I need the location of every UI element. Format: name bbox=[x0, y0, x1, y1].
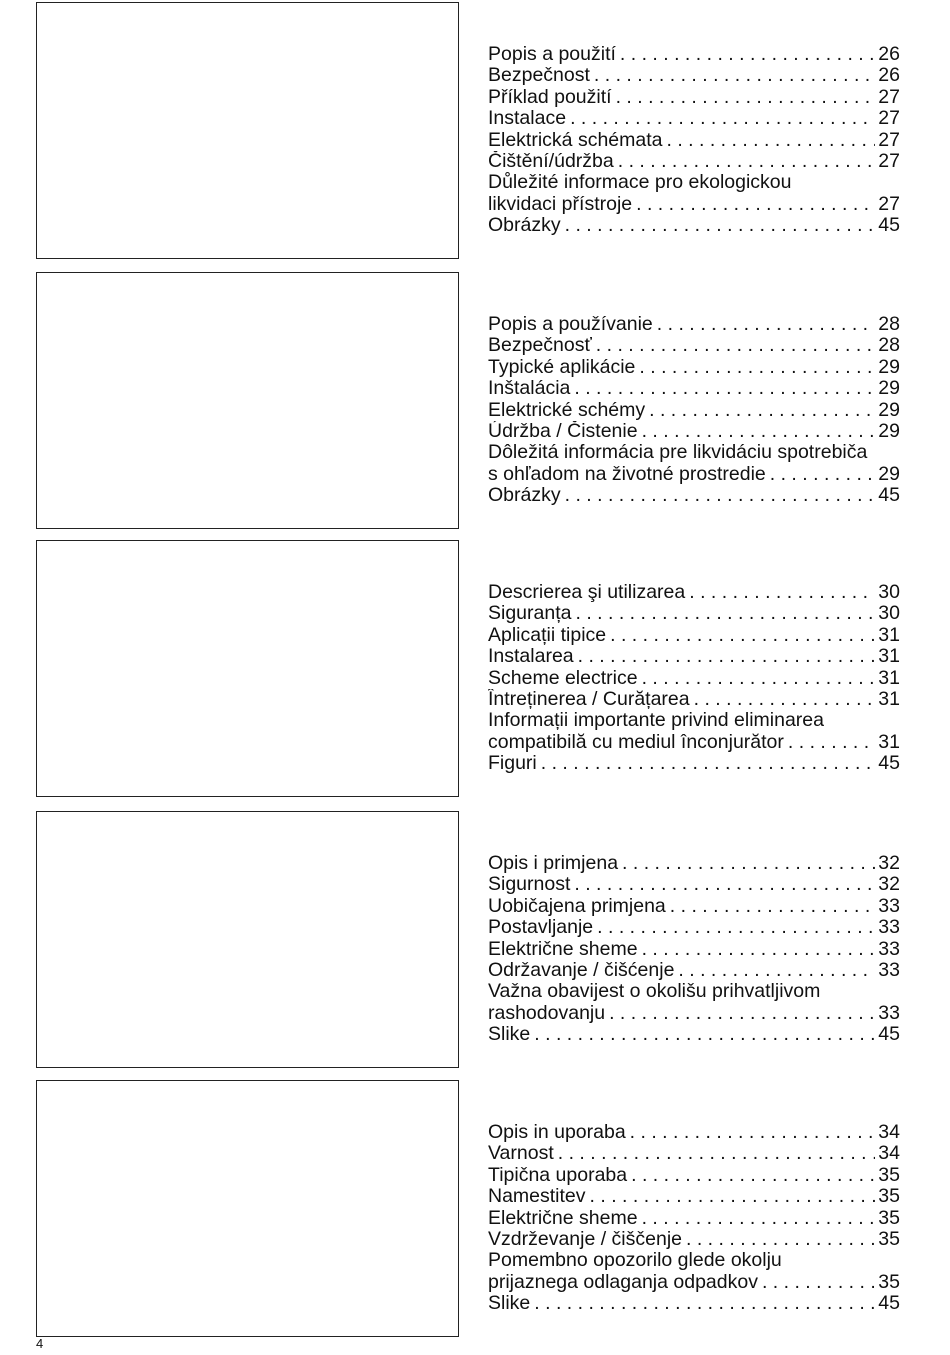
toc-entry bbox=[488, 917, 900, 938]
toc-entry-label: Typické aplikácie bbox=[488, 356, 636, 378]
toc-dot-leader bbox=[642, 1208, 876, 1229]
toc-entry-page: 28 bbox=[878, 314, 900, 335]
toc-entry bbox=[488, 1186, 900, 1207]
toc-entry-label: Vzdrževanje / čiščenje bbox=[488, 1228, 683, 1250]
toc-entry-page: 29 bbox=[878, 399, 900, 421]
toc-entry-label: Scheme electrice bbox=[488, 667, 638, 689]
toc-dot-leader bbox=[597, 917, 875, 938]
toc-entry-page: 28 bbox=[878, 335, 900, 357]
toc-entry bbox=[488, 44, 900, 65]
toc-entry-label: s ohľadom na životné prostredie bbox=[488, 463, 766, 485]
toc-entry bbox=[488, 130, 900, 151]
toc-entry-page: 35 bbox=[878, 1207, 900, 1229]
toc-entry-page: 34 bbox=[878, 1122, 900, 1143]
toc-entry-label: Aplicații tipice bbox=[488, 624, 607, 646]
toc-entry-label: Sigurnost bbox=[488, 874, 571, 896]
toc-dot-leader bbox=[541, 753, 876, 774]
blank-panel-4 bbox=[36, 811, 459, 1068]
toc-dot-leader bbox=[534, 1024, 875, 1045]
blank-panel-3 bbox=[36, 540, 459, 797]
toc-entry bbox=[488, 874, 900, 895]
toc-dot-leader bbox=[642, 668, 876, 689]
toc-dot-leader bbox=[636, 194, 875, 215]
toc-entry-label: Električne sheme bbox=[488, 1207, 638, 1229]
toc-dot-leader bbox=[649, 400, 875, 421]
toc-entry-label: Električne sheme bbox=[488, 938, 638, 960]
toc-entry bbox=[488, 1003, 900, 1024]
toc-dot-leader bbox=[590, 1186, 876, 1207]
toc-entry-page: 35 bbox=[878, 1271, 900, 1293]
toc-entry bbox=[488, 1229, 900, 1250]
toc-entry-page: 27 bbox=[878, 108, 900, 130]
toc-dot-leader bbox=[666, 130, 875, 151]
toc-entry bbox=[488, 400, 900, 421]
toc-entry bbox=[488, 108, 900, 129]
toc-dot-leader bbox=[770, 464, 876, 485]
toc-dot-leader bbox=[574, 378, 875, 399]
toc-entry bbox=[488, 939, 900, 960]
toc-dot-leader bbox=[630, 1122, 876, 1143]
toc-entry-label: prijaznega odlaganja odpadkov bbox=[488, 1271, 758, 1293]
toc-entry-page: 35 bbox=[878, 1228, 900, 1250]
toc-entry bbox=[488, 1122, 900, 1143]
toc-entry-label: Elektrická schémata bbox=[488, 129, 663, 151]
toc-section-1 bbox=[488, 44, 900, 237]
toc-entry-label: Descrierea şi utilizarea bbox=[488, 582, 686, 603]
toc-entry-label: likvidaci přístroje bbox=[488, 193, 633, 215]
toc-entry-label-line1: Důležité informace pro ekologickou bbox=[488, 171, 792, 194]
toc-dot-leader bbox=[642, 939, 876, 960]
toc-entry bbox=[488, 582, 900, 603]
toc-entry-page: 29 bbox=[878, 463, 900, 485]
toc-entry bbox=[488, 1143, 900, 1164]
toc-entry-label: Varnost bbox=[488, 1143, 554, 1165]
toc-entry-label: Bezpečnosť bbox=[488, 335, 592, 357]
toc-entry-label: Čištění/údržba bbox=[488, 150, 614, 172]
toc-entry-label: Údržba / Čistenie bbox=[488, 420, 638, 442]
toc-dot-leader bbox=[762, 1272, 875, 1293]
toc-entry-label-line1: Informații importante privind eliminarea bbox=[488, 709, 824, 732]
toc-entry bbox=[488, 1272, 900, 1293]
toc-entry-page: 31 bbox=[878, 624, 900, 646]
toc-dot-leader bbox=[565, 485, 876, 506]
toc-entry-page: 31 bbox=[878, 667, 900, 689]
toc-section-2 bbox=[488, 314, 900, 507]
toc-entry-page: 35 bbox=[878, 1186, 900, 1208]
toc-entry-label: compatibilă cu mediul înconjurător bbox=[488, 731, 784, 753]
toc-entry-label: Siguranța bbox=[488, 603, 572, 625]
toc-dot-leader bbox=[689, 582, 875, 603]
toc-entry-label: Příklad použití bbox=[488, 86, 612, 108]
toc-entry bbox=[488, 1165, 900, 1186]
toc-entry bbox=[488, 646, 900, 667]
toc-entry-label: Uobičajena primjena bbox=[488, 895, 666, 917]
toc-entry-page: 45 bbox=[878, 1293, 900, 1315]
toc-entry-page: 33 bbox=[878, 895, 900, 917]
toc-dot-leader bbox=[558, 1143, 876, 1164]
toc-entry-label: Tipična uporaba bbox=[488, 1164, 628, 1186]
toc-entry-label: Namestitev bbox=[488, 1186, 586, 1208]
toc-entry bbox=[488, 65, 900, 86]
toc-section-5 bbox=[488, 1122, 900, 1315]
toc-entry-page: 31 bbox=[878, 688, 900, 710]
toc-entry-page: 30 bbox=[878, 582, 900, 603]
toc-dot-leader bbox=[574, 874, 875, 895]
toc-entry-page: 26 bbox=[878, 44, 900, 65]
toc-entry bbox=[488, 215, 900, 236]
toc-entry-page: 26 bbox=[878, 65, 900, 87]
toc-entry-label: Obrázky bbox=[488, 215, 561, 237]
toc-entry-label: Slike bbox=[488, 1024, 531, 1046]
toc-entry-page: 27 bbox=[878, 86, 900, 108]
toc-entry-page: 29 bbox=[878, 420, 900, 442]
toc-dot-leader bbox=[694, 689, 876, 710]
toc-dot-leader bbox=[575, 603, 875, 624]
toc-entry-label: Popis a používanie bbox=[488, 314, 653, 335]
toc-entry bbox=[488, 603, 900, 624]
toc-entry-page: 33 bbox=[878, 959, 900, 981]
toc-entry-page: 33 bbox=[878, 938, 900, 960]
toc-entry-label-line1: Dôležitá informácia pre likvidáciu spotrebiča bbox=[488, 441, 868, 464]
toc-entry-label: Popis a použití bbox=[488, 44, 616, 65]
toc-entry bbox=[488, 960, 900, 981]
toc-dot-leader bbox=[631, 1165, 875, 1186]
toc-dot-leader bbox=[686, 1229, 875, 1250]
toc-entry bbox=[488, 194, 900, 215]
toc-entry bbox=[488, 151, 900, 172]
toc-entry-label: Elektrické schémy bbox=[488, 399, 646, 421]
toc-entry-label: Postavljanje bbox=[488, 917, 594, 939]
toc-entry-label: Instalace bbox=[488, 108, 567, 130]
toc-entry-label: Održavanje / čišćenje bbox=[488, 959, 675, 981]
toc-entry-label: Instalarea bbox=[488, 646, 574, 668]
toc-dot-leader bbox=[788, 732, 875, 753]
toc-entry-label: rashodovanju bbox=[488, 1002, 606, 1024]
toc-dot-leader bbox=[578, 646, 876, 667]
toc-entry bbox=[488, 357, 900, 378]
page-number: 4 bbox=[36, 1336, 44, 1351]
toc-entry bbox=[488, 485, 900, 506]
toc-entry-page: 32 bbox=[878, 874, 900, 896]
toc-entry-label: Figuri bbox=[488, 753, 537, 775]
toc-dot-leader bbox=[620, 44, 875, 65]
toc-dot-leader bbox=[678, 960, 875, 981]
toc-entry-label: Inštalácia bbox=[488, 378, 571, 400]
toc-entry-page: 35 bbox=[878, 1164, 900, 1186]
toc-entry bbox=[488, 87, 900, 108]
toc-entry-page: 33 bbox=[878, 917, 900, 939]
toc-entry-page: 27 bbox=[878, 150, 900, 172]
toc-entry-page: 45 bbox=[878, 1024, 900, 1046]
toc-entry-label: Opis i primjena bbox=[488, 853, 619, 874]
toc-entry-page: 45 bbox=[878, 753, 900, 775]
blank-panel-2 bbox=[36, 272, 459, 529]
toc-dot-leader bbox=[594, 65, 875, 86]
toc-entry-label: Bezpečnost bbox=[488, 65, 590, 87]
toc-entry-label-line1: Pomembno opozorilo glede okolju bbox=[488, 1249, 782, 1272]
toc-dot-leader bbox=[670, 896, 876, 917]
toc-entry bbox=[488, 1293, 900, 1314]
toc-entry bbox=[488, 314, 900, 335]
toc-dot-leader bbox=[565, 215, 876, 236]
toc-entry-page: 27 bbox=[878, 193, 900, 215]
toc-dot-leader bbox=[622, 853, 875, 874]
toc-dot-leader bbox=[596, 335, 876, 356]
toc-section-3 bbox=[488, 582, 900, 775]
toc-dot-leader bbox=[639, 357, 875, 378]
toc-entry-label: Opis in uporaba bbox=[488, 1122, 626, 1143]
toc-entry bbox=[488, 896, 900, 917]
toc-entry bbox=[488, 732, 900, 753]
toc-entry-page: 31 bbox=[878, 731, 900, 753]
toc-entry-page: 30 bbox=[878, 603, 900, 625]
toc-dot-leader bbox=[610, 625, 875, 646]
toc-entry bbox=[488, 421, 900, 442]
blank-panel-1 bbox=[36, 2, 459, 259]
toc-entry-page: 45 bbox=[878, 485, 900, 507]
toc-entry bbox=[488, 753, 900, 774]
toc-dot-leader bbox=[642, 421, 876, 442]
toc-dot-leader bbox=[609, 1003, 875, 1024]
toc-entry-page: 29 bbox=[878, 356, 900, 378]
blank-panel-5 bbox=[36, 1080, 459, 1337]
toc-entry-page: 33 bbox=[878, 1002, 900, 1024]
toc-entry bbox=[488, 853, 900, 874]
toc-entry-label: Întreținerea / Curățarea bbox=[488, 688, 690, 710]
toc-entry-label-line1: Važna obavijest o okolišu prihvatljivom bbox=[488, 980, 821, 1003]
toc-dot-leader bbox=[618, 151, 876, 172]
toc-section-4 bbox=[488, 853, 900, 1046]
toc-dot-leader bbox=[657, 314, 876, 335]
toc-entry-label: Obrázky bbox=[488, 485, 561, 507]
toc-entry-page: 45 bbox=[878, 215, 900, 237]
toc-dot-leader bbox=[570, 108, 875, 129]
toc-entry-page: 34 bbox=[878, 1143, 900, 1165]
toc-entry bbox=[488, 689, 900, 710]
toc-entry bbox=[488, 668, 900, 689]
toc-entry bbox=[488, 464, 900, 485]
toc-entry bbox=[488, 378, 900, 399]
toc-entry bbox=[488, 1208, 900, 1229]
toc-entry-page: 32 bbox=[878, 853, 900, 874]
toc-entry-label: Slike bbox=[488, 1293, 531, 1315]
toc-entry bbox=[488, 335, 900, 356]
toc-dot-leader bbox=[616, 87, 876, 108]
toc-entry-page: 31 bbox=[878, 646, 900, 668]
toc-dot-leader bbox=[534, 1293, 875, 1314]
toc-entry-page: 27 bbox=[878, 129, 900, 151]
toc-entry bbox=[488, 625, 900, 646]
toc-entry bbox=[488, 1024, 900, 1045]
toc-entry-page: 29 bbox=[878, 378, 900, 400]
